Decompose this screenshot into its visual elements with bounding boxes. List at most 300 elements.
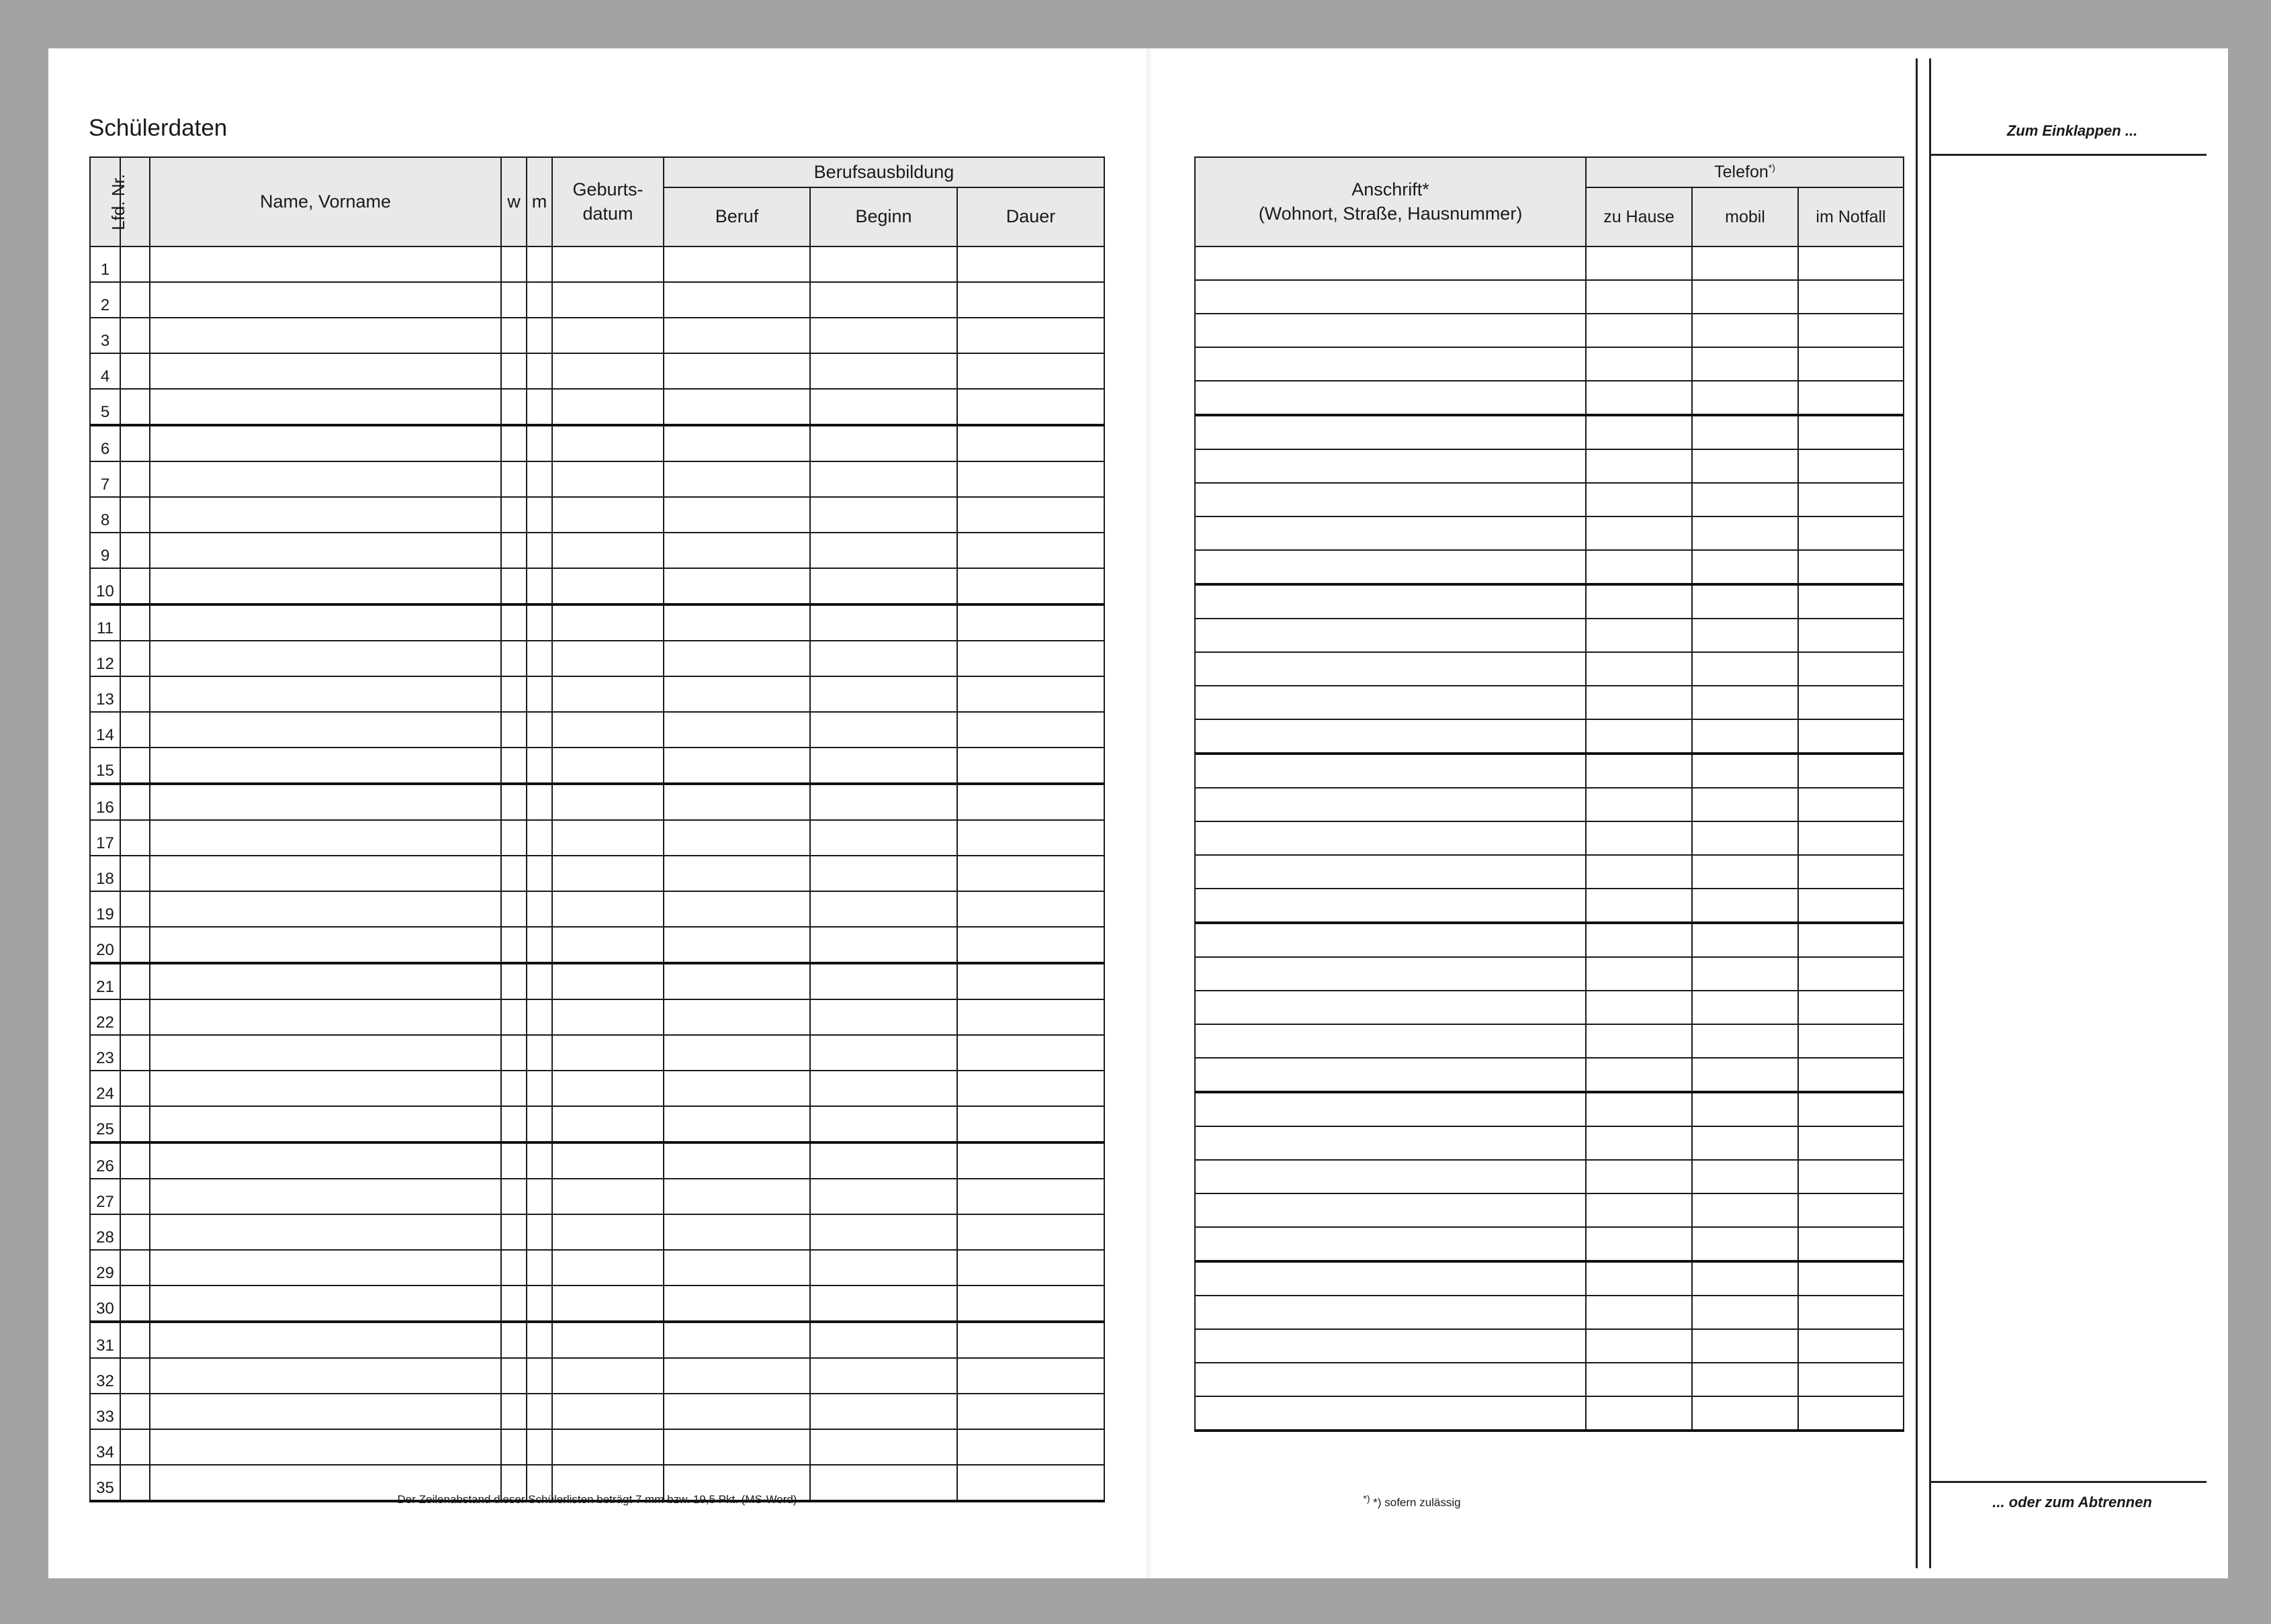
blank-cell[interactable]	[664, 533, 810, 568]
blank-cell[interactable]	[1798, 1126, 1904, 1160]
blank-cell[interactable]	[1586, 1329, 1692, 1363]
blank-cell[interactable]	[810, 389, 957, 425]
blank-cell[interactable]	[552, 1429, 664, 1465]
blank-cell[interactable]	[1798, 821, 1904, 855]
blank-cell[interactable]	[120, 676, 150, 712]
blank-cell[interactable]	[1798, 516, 1904, 550]
blank-cell[interactable]	[810, 1465, 957, 1501]
blank-cell[interactable]	[1798, 754, 1904, 788]
blank-cell[interactable]	[1586, 821, 1692, 855]
blank-cell[interactable]	[957, 963, 1104, 999]
blank-cell[interactable]	[957, 1071, 1104, 1106]
blank-cell[interactable]	[527, 246, 552, 282]
blank-cell[interactable]	[120, 1035, 150, 1071]
blank-cell[interactable]	[501, 1106, 527, 1142]
blank-cell[interactable]	[810, 425, 957, 461]
blank-cell[interactable]	[1692, 381, 1798, 415]
blank-cell[interactable]	[810, 927, 957, 963]
blank-cell[interactable]	[810, 963, 957, 999]
blank-cell[interactable]	[1195, 686, 1586, 719]
blank-cell[interactable]	[527, 497, 552, 533]
blank-cell[interactable]	[957, 1429, 1104, 1465]
blank-cell[interactable]	[1798, 1092, 1904, 1126]
blank-cell[interactable]	[501, 353, 527, 389]
blank-cell[interactable]	[1692, 719, 1798, 754]
blank-cell[interactable]	[552, 389, 664, 425]
blank-cell[interactable]	[1692, 686, 1798, 719]
blank-cell[interactable]	[1692, 1058, 1798, 1092]
blank-cell[interactable]	[1586, 449, 1692, 483]
blank-cell[interactable]	[552, 963, 664, 999]
blank-cell[interactable]	[120, 1214, 150, 1250]
blank-cell[interactable]	[810, 1214, 957, 1250]
blank-cell[interactable]	[501, 1214, 527, 1250]
blank-cell[interactable]	[527, 1285, 552, 1322]
blank-cell[interactable]	[1692, 1126, 1798, 1160]
blank-cell[interactable]	[664, 784, 810, 820]
blank-cell[interactable]	[1195, 855, 1586, 889]
blank-cell[interactable]	[501, 533, 527, 568]
blank-cell[interactable]	[957, 1179, 1104, 1214]
blank-cell[interactable]	[1586, 1160, 1692, 1193]
blank-cell[interactable]	[501, 676, 527, 712]
blank-cell[interactable]	[1586, 1296, 1692, 1329]
blank-cell[interactable]	[1798, 246, 1904, 280]
blank-cell[interactable]	[1798, 415, 1904, 449]
blank-cell[interactable]	[664, 353, 810, 389]
blank-cell[interactable]	[501, 318, 527, 353]
blank-cell[interactable]	[1195, 1058, 1586, 1092]
blank-cell[interactable]	[552, 927, 664, 963]
blank-cell[interactable]	[1586, 1396, 1692, 1431]
blank-cell[interactable]	[501, 1285, 527, 1322]
blank-cell[interactable]	[1692, 1329, 1798, 1363]
blank-cell[interactable]	[1798, 686, 1904, 719]
blank-cell[interactable]	[810, 461, 957, 497]
blank-cell[interactable]	[664, 425, 810, 461]
blank-cell[interactable]	[527, 425, 552, 461]
blank-cell[interactable]	[120, 1429, 150, 1465]
blank-cell[interactable]	[810, 604, 957, 641]
blank-cell[interactable]	[1586, 686, 1692, 719]
blank-cell[interactable]	[1195, 1329, 1586, 1363]
blank-cell[interactable]	[552, 568, 664, 604]
blank-cell[interactable]	[664, 1142, 810, 1179]
blank-cell[interactable]	[810, 568, 957, 604]
blank-cell[interactable]	[552, 856, 664, 891]
blank-cell[interactable]	[552, 282, 664, 318]
blank-cell[interactable]	[552, 497, 664, 533]
blank-cell[interactable]	[810, 820, 957, 856]
blank-cell[interactable]	[501, 1394, 527, 1429]
blank-cell[interactable]	[552, 1106, 664, 1142]
blank-cell[interactable]	[501, 497, 527, 533]
blank-cell[interactable]	[1692, 1296, 1798, 1329]
blank-cell[interactable]	[1195, 1227, 1586, 1261]
blank-cell[interactable]	[120, 784, 150, 820]
blank-cell[interactable]	[552, 999, 664, 1035]
blank-cell[interactable]	[664, 1285, 810, 1322]
blank-cell[interactable]	[1692, 550, 1798, 584]
blank-cell[interactable]	[501, 1250, 527, 1285]
blank-cell[interactable]	[501, 784, 527, 820]
blank-cell[interactable]	[120, 497, 150, 533]
blank-cell[interactable]	[1798, 314, 1904, 347]
blank-cell[interactable]	[1692, 923, 1798, 957]
blank-cell[interactable]	[957, 1250, 1104, 1285]
blank-cell[interactable]	[1692, 516, 1798, 550]
blank-cell[interactable]	[810, 784, 957, 820]
blank-cell[interactable]	[1586, 516, 1692, 550]
blank-cell[interactable]	[1195, 788, 1586, 821]
blank-cell[interactable]	[1692, 1160, 1798, 1193]
blank-cell[interactable]	[120, 1465, 150, 1501]
blank-cell[interactable]	[150, 318, 501, 353]
blank-cell[interactable]	[552, 784, 664, 820]
blank-cell[interactable]	[527, 748, 552, 784]
blank-cell[interactable]	[150, 1179, 501, 1214]
blank-cell[interactable]	[1195, 1160, 1586, 1193]
blank-cell[interactable]	[552, 461, 664, 497]
blank-cell[interactable]	[120, 1142, 150, 1179]
blank-cell[interactable]	[527, 568, 552, 604]
blank-cell[interactable]	[664, 1071, 810, 1106]
blank-cell[interactable]	[1586, 754, 1692, 788]
blank-cell[interactable]	[120, 568, 150, 604]
blank-cell[interactable]	[527, 999, 552, 1035]
blank-cell[interactable]	[664, 676, 810, 712]
blank-cell[interactable]	[120, 1322, 150, 1358]
blank-cell[interactable]	[501, 1035, 527, 1071]
blank-cell[interactable]	[1195, 991, 1586, 1024]
blank-cell[interactable]	[552, 820, 664, 856]
blank-cell[interactable]	[1692, 855, 1798, 889]
blank-cell[interactable]	[1195, 1126, 1586, 1160]
blank-cell[interactable]	[527, 1322, 552, 1358]
blank-cell[interactable]	[1586, 1193, 1692, 1227]
blank-cell[interactable]	[1798, 1160, 1904, 1193]
blank-cell[interactable]	[527, 820, 552, 856]
blank-cell[interactable]	[810, 856, 957, 891]
blank-cell[interactable]	[552, 1179, 664, 1214]
blank-cell[interactable]	[552, 425, 664, 461]
blank-cell[interactable]	[664, 1250, 810, 1285]
blank-cell[interactable]	[1586, 550, 1692, 584]
blank-cell[interactable]	[527, 1394, 552, 1429]
blank-cell[interactable]	[150, 748, 501, 784]
blank-cell[interactable]	[1195, 246, 1586, 280]
blank-cell[interactable]	[1586, 246, 1692, 280]
blank-cell[interactable]	[120, 891, 150, 927]
blank-cell[interactable]	[1692, 1024, 1798, 1058]
blank-cell[interactable]	[957, 999, 1104, 1035]
blank-cell[interactable]	[1586, 381, 1692, 415]
blank-cell[interactable]	[1586, 652, 1692, 686]
blank-cell[interactable]	[1586, 1024, 1692, 1058]
blank-cell[interactable]	[957, 461, 1104, 497]
blank-cell[interactable]	[664, 497, 810, 533]
blank-cell[interactable]	[552, 1322, 664, 1358]
blank-cell[interactable]	[527, 1429, 552, 1465]
blank-cell[interactable]	[957, 353, 1104, 389]
blank-cell[interactable]	[1586, 584, 1692, 619]
blank-cell[interactable]	[150, 425, 501, 461]
blank-cell[interactable]	[527, 856, 552, 891]
blank-cell[interactable]	[957, 641, 1104, 676]
blank-cell[interactable]	[501, 425, 527, 461]
blank-cell[interactable]	[527, 1214, 552, 1250]
blank-cell[interactable]	[150, 1214, 501, 1250]
blank-cell[interactable]	[120, 1285, 150, 1322]
blank-cell[interactable]	[810, 891, 957, 927]
blank-cell[interactable]	[1586, 1092, 1692, 1126]
blank-cell[interactable]	[664, 963, 810, 999]
blank-cell[interactable]	[957, 389, 1104, 425]
blank-cell[interactable]	[1195, 821, 1586, 855]
blank-cell[interactable]	[150, 963, 501, 999]
blank-cell[interactable]	[552, 318, 664, 353]
blank-cell[interactable]	[1692, 246, 1798, 280]
blank-cell[interactable]	[552, 676, 664, 712]
blank-cell[interactable]	[957, 856, 1104, 891]
blank-cell[interactable]	[957, 282, 1104, 318]
blank-cell[interactable]	[501, 999, 527, 1035]
blank-cell[interactable]	[664, 1322, 810, 1358]
blank-cell[interactable]	[664, 712, 810, 748]
blank-cell[interactable]	[1195, 1363, 1586, 1396]
blank-cell[interactable]	[527, 533, 552, 568]
blank-cell[interactable]	[664, 1179, 810, 1214]
blank-cell[interactable]	[957, 497, 1104, 533]
blank-cell[interactable]	[957, 676, 1104, 712]
blank-cell[interactable]	[664, 820, 810, 856]
blank-cell[interactable]	[527, 676, 552, 712]
blank-cell[interactable]	[501, 1322, 527, 1358]
blank-cell[interactable]	[150, 604, 501, 641]
blank-cell[interactable]	[1798, 619, 1904, 652]
blank-cell[interactable]	[501, 748, 527, 784]
blank-cell[interactable]	[1798, 1329, 1904, 1363]
blank-cell[interactable]	[664, 999, 810, 1035]
blank-cell[interactable]	[1798, 1261, 1904, 1296]
blank-cell[interactable]	[1195, 889, 1586, 923]
blank-cell[interactable]	[1692, 449, 1798, 483]
blank-cell[interactable]	[1692, 889, 1798, 923]
blank-cell[interactable]	[957, 533, 1104, 568]
blank-cell[interactable]	[150, 1106, 501, 1142]
blank-cell[interactable]	[552, 712, 664, 748]
blank-cell[interactable]	[957, 1358, 1104, 1394]
blank-cell[interactable]	[1692, 1193, 1798, 1227]
blank-cell[interactable]	[1195, 1024, 1586, 1058]
blank-cell[interactable]	[120, 927, 150, 963]
blank-cell[interactable]	[1692, 991, 1798, 1024]
blank-cell[interactable]	[1798, 1058, 1904, 1092]
blank-cell[interactable]	[150, 1142, 501, 1179]
blank-cell[interactable]	[150, 1071, 501, 1106]
blank-cell[interactable]	[1195, 957, 1586, 991]
blank-cell[interactable]	[810, 1322, 957, 1358]
blank-cell[interactable]	[957, 1285, 1104, 1322]
blank-cell[interactable]	[120, 641, 150, 676]
blank-cell[interactable]	[150, 1358, 501, 1394]
blank-cell[interactable]	[1586, 719, 1692, 754]
blank-cell[interactable]	[1692, 314, 1798, 347]
blank-cell[interactable]	[1586, 889, 1692, 923]
blank-cell[interactable]	[1195, 516, 1586, 550]
blank-cell[interactable]	[1692, 1227, 1798, 1261]
blank-cell[interactable]	[120, 425, 150, 461]
blank-cell[interactable]	[664, 748, 810, 784]
blank-cell[interactable]	[527, 891, 552, 927]
blank-cell[interactable]	[150, 1035, 501, 1071]
blank-cell[interactable]	[1798, 483, 1904, 516]
blank-cell[interactable]	[120, 246, 150, 282]
blank-cell[interactable]	[1692, 652, 1798, 686]
blank-cell[interactable]	[150, 676, 501, 712]
blank-cell[interactable]	[810, 353, 957, 389]
blank-cell[interactable]	[957, 1322, 1104, 1358]
blank-cell[interactable]	[664, 568, 810, 604]
blank-cell[interactable]	[810, 318, 957, 353]
blank-cell[interactable]	[957, 604, 1104, 641]
blank-cell[interactable]	[1798, 957, 1904, 991]
blank-cell[interactable]	[501, 891, 527, 927]
blank-cell[interactable]	[1692, 280, 1798, 314]
blank-cell[interactable]	[957, 568, 1104, 604]
blank-cell[interactable]	[1586, 957, 1692, 991]
blank-cell[interactable]	[150, 784, 501, 820]
blank-cell[interactable]	[120, 748, 150, 784]
blank-cell[interactable]	[527, 1142, 552, 1179]
blank-cell[interactable]	[501, 246, 527, 282]
blank-cell[interactable]	[150, 820, 501, 856]
blank-cell[interactable]	[1692, 788, 1798, 821]
blank-cell[interactable]	[1798, 991, 1904, 1024]
blank-cell[interactable]	[810, 1250, 957, 1285]
blank-cell[interactable]	[957, 784, 1104, 820]
blank-cell[interactable]	[664, 318, 810, 353]
blank-cell[interactable]	[552, 748, 664, 784]
blank-cell[interactable]	[1195, 381, 1586, 415]
blank-cell[interactable]	[664, 461, 810, 497]
blank-cell[interactable]	[957, 1465, 1104, 1501]
blank-cell[interactable]	[957, 1394, 1104, 1429]
blank-cell[interactable]	[552, 1035, 664, 1071]
blank-cell[interactable]	[150, 282, 501, 318]
blank-cell[interactable]	[1586, 991, 1692, 1024]
blank-cell[interactable]	[527, 1358, 552, 1394]
blank-cell[interactable]	[552, 533, 664, 568]
blank-cell[interactable]	[552, 641, 664, 676]
blank-cell[interactable]	[664, 891, 810, 927]
blank-cell[interactable]	[810, 1358, 957, 1394]
blank-cell[interactable]	[810, 282, 957, 318]
blank-cell[interactable]	[527, 353, 552, 389]
blank-cell[interactable]	[552, 1142, 664, 1179]
blank-cell[interactable]	[1798, 719, 1904, 754]
blank-cell[interactable]	[501, 604, 527, 641]
blank-cell[interactable]	[150, 999, 501, 1035]
blank-cell[interactable]	[664, 1035, 810, 1071]
blank-cell[interactable]	[120, 353, 150, 389]
blank-cell[interactable]	[1692, 619, 1798, 652]
blank-cell[interactable]	[552, 604, 664, 641]
blank-cell[interactable]	[810, 676, 957, 712]
blank-cell[interactable]	[957, 748, 1104, 784]
blank-cell[interactable]	[1586, 619, 1692, 652]
blank-cell[interactable]	[1586, 923, 1692, 957]
blank-cell[interactable]	[810, 999, 957, 1035]
blank-cell[interactable]	[1195, 314, 1586, 347]
blank-cell[interactable]	[552, 1358, 664, 1394]
blank-cell[interactable]	[120, 963, 150, 999]
blank-cell[interactable]	[1195, 1261, 1586, 1296]
blank-cell[interactable]	[552, 1071, 664, 1106]
blank-cell[interactable]	[150, 891, 501, 927]
blank-cell[interactable]	[501, 282, 527, 318]
blank-cell[interactable]	[1195, 719, 1586, 754]
blank-cell[interactable]	[664, 246, 810, 282]
blank-cell[interactable]	[664, 927, 810, 963]
blank-cell[interactable]	[957, 891, 1104, 927]
blank-cell[interactable]	[120, 1358, 150, 1394]
blank-cell[interactable]	[501, 1142, 527, 1179]
blank-cell[interactable]	[957, 1106, 1104, 1142]
blank-cell[interactable]	[150, 246, 501, 282]
blank-cell[interactable]	[1195, 1193, 1586, 1227]
blank-cell[interactable]	[1195, 754, 1586, 788]
blank-cell[interactable]	[552, 1285, 664, 1322]
blank-cell[interactable]	[810, 1394, 957, 1429]
blank-cell[interactable]	[957, 246, 1104, 282]
blank-cell[interactable]	[501, 856, 527, 891]
blank-cell[interactable]	[1798, 1296, 1904, 1329]
blank-cell[interactable]	[1692, 1261, 1798, 1296]
blank-cell[interactable]	[501, 641, 527, 676]
blank-cell[interactable]	[1586, 1227, 1692, 1261]
blank-cell[interactable]	[527, 963, 552, 999]
blank-cell[interactable]	[150, 568, 501, 604]
blank-cell[interactable]	[527, 784, 552, 820]
blank-cell[interactable]	[527, 641, 552, 676]
blank-cell[interactable]	[1195, 449, 1586, 483]
blank-cell[interactable]	[150, 353, 501, 389]
blank-cell[interactable]	[120, 389, 150, 425]
blank-cell[interactable]	[527, 604, 552, 641]
blank-cell[interactable]	[1586, 1058, 1692, 1092]
blank-cell[interactable]	[1195, 1396, 1586, 1431]
blank-cell[interactable]	[150, 1394, 501, 1429]
blank-cell[interactable]	[120, 1179, 150, 1214]
blank-cell[interactable]	[501, 568, 527, 604]
blank-cell[interactable]	[1586, 415, 1692, 449]
blank-cell[interactable]	[664, 389, 810, 425]
blank-cell[interactable]	[150, 712, 501, 748]
blank-cell[interactable]	[957, 1035, 1104, 1071]
blank-cell[interactable]	[664, 1214, 810, 1250]
blank-cell[interactable]	[1692, 1092, 1798, 1126]
blank-cell[interactable]	[120, 282, 150, 318]
blank-cell[interactable]	[527, 1071, 552, 1106]
blank-cell[interactable]	[501, 1071, 527, 1106]
blank-cell[interactable]	[810, 533, 957, 568]
blank-cell[interactable]	[527, 712, 552, 748]
blank-cell[interactable]	[1692, 821, 1798, 855]
blank-cell[interactable]	[501, 461, 527, 497]
blank-cell[interactable]	[1798, 855, 1904, 889]
blank-cell[interactable]	[810, 1285, 957, 1322]
